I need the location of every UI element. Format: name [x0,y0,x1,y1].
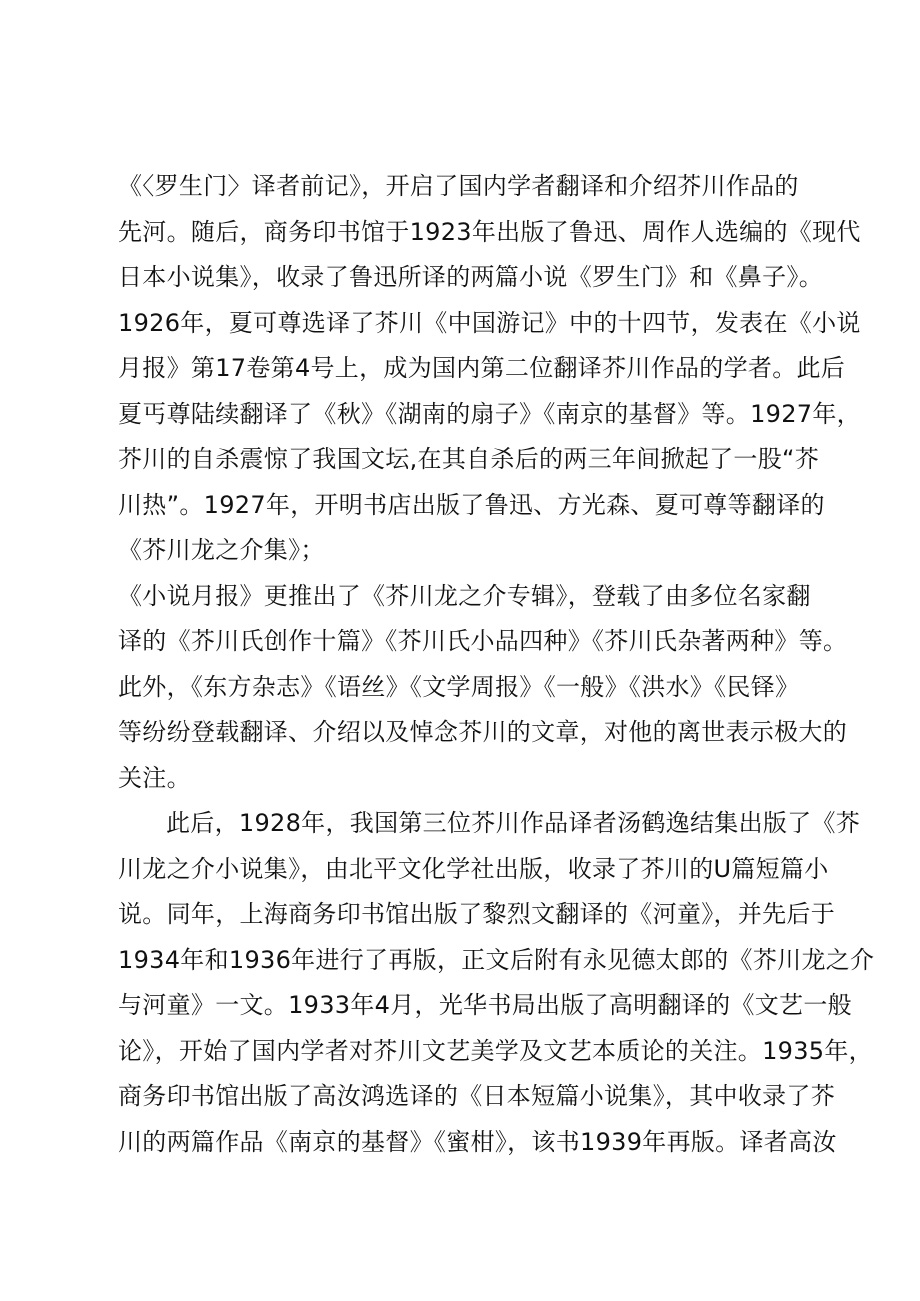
text-line: 芥川的自杀震惊了我国文坛,在其自杀后的两三年间掀起了一股“芥 [118,445,820,473]
text-line: 《芥川龙之介集》； [118,536,325,564]
paragraph-1 [118,164,861,574]
text-line: 论》，开始了国内学者对芥川文艺美学及文艺本质论的关注。1935年， [118,1036,873,1065]
paragraph-3 [118,801,875,1165]
text-line: 先河。随后，商务印书馆于1923年出版了鲁迅、周作人选编的《现代 [118,217,861,246]
text-line: 夏丐尊陆续翻译了《秋》《湖南的扇子》《南京的基督》等。1927年， [118,399,861,428]
text-line: 此后，1928年，我国第三位芥川作品译者汤鹤逸结集出版了《芥 [166,809,861,837]
text-line: 川的两篇作品《南京的基督》《蜜柑》，该书1939年再版。译者高汝 [118,1127,837,1156]
text-line: 日本小说集》，收录了鲁迅所译的两篇小说《罗生门》和《鼻子》。 [118,263,823,291]
text-line: 川龙之介小说集》，由北平文化学社出版，收录了芥川的U篇短篇小 [118,854,829,883]
paragraph-2 [118,574,848,802]
text-line: 川热”。1927年，开明书店出版了鲁迅、方光森、夏可尊等翻译的 [118,490,825,519]
text-line: 说。同年，上海商务印书馆出版了黎烈文翻译的《河童》，并先后于 [118,900,835,928]
text-line: 译的《芥川氏创作十篇》《芥川氏小品四种》《芥川氏杂著两种》等。 [118,627,848,655]
text-line: 关注。 [118,763,191,792]
text-line: 1926年，夏可尊选译了芥川《中国游记》中的十四节，发表在《小说 [118,308,861,337]
text-line: 此外，《东方杂志》《语丝》《文学周报》《一般》《洪水》《民铎》 [118,672,800,701]
text-line: 1934年和1936年进行了再版，正文后附有永见德太郎的《芥川龙之介 [118,945,875,974]
text-line: 月报》第17卷第4号上，成为国内第二位翻译芥川作品的学者。此后 [118,354,846,382]
text-line: 《小说月报》更推出了《芥川龙之介专辑》，登载了由多位名家翻 [118,581,811,610]
text-line: 等纷纷登载翻译、介绍以及悼念芥川的文章，对他的离世表示极大的 [118,718,847,746]
body-text [118,164,875,1165]
text-line: 商务印书馆出版了高汝鸿选译的《日本短篇小说集》，其中收录了芥 [118,1082,835,1110]
text-line: 《〈罗生门〉译者前记》，开启了国内学者翻译和介绍芥川作品的 [118,172,799,200]
text-line: 与河童》一文。1933年4月，光华书局出版了高明翻译的《文艺一般 [118,991,852,1019]
